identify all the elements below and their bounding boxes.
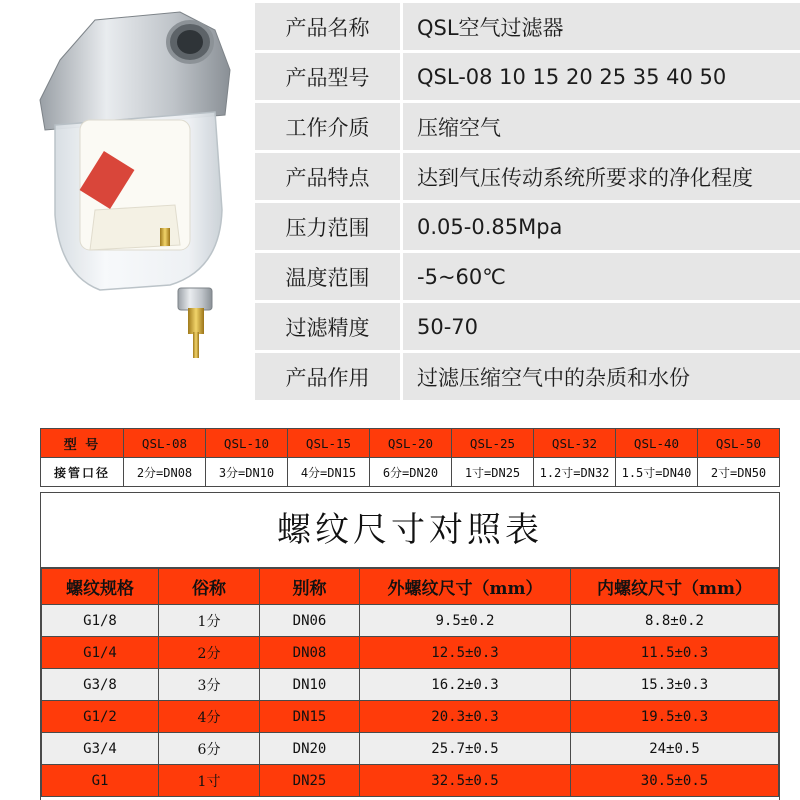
air-filter-illustration (0, 0, 255, 400)
spec-row (255, 153, 800, 200)
product-photo (0, 0, 255, 400)
spec-label: 温度范围 (255, 253, 403, 300)
thread-row (42, 701, 779, 733)
thread-alias: DN08 (260, 637, 360, 669)
thread-outer-size: 25.7±0.5 (360, 733, 571, 765)
thread-row (42, 733, 779, 765)
spec-value: 过滤压缩空气中的杂质和水份 (403, 353, 800, 400)
port-size: 1.2寸=DN32 (534, 458, 616, 487)
spec-value: 50-70 (403, 303, 800, 350)
thread-alias: DN10 (260, 669, 360, 701)
thread-header: 螺纹规格 (42, 569, 159, 605)
thread-outer-size: 32.5±0.5 (360, 765, 571, 797)
thread-outer-size: 9.5±0.2 (360, 605, 571, 637)
model-name: QSL-50 (698, 429, 780, 458)
spec-row (255, 253, 800, 300)
thread-alias: DN15 (260, 701, 360, 733)
port-size: 1.5寸=DN40 (616, 458, 698, 487)
model-name: QSL-08 (124, 429, 206, 458)
spec-label: 产品型号 (255, 53, 403, 100)
thread-common-name: 1分 (159, 605, 260, 637)
model-name: QSL-32 (534, 429, 616, 458)
spec-row (255, 3, 800, 50)
port-size: 6分=DN20 (370, 458, 452, 487)
spec-row (255, 103, 800, 150)
thread-size-section (40, 492, 780, 800)
thread-header-row (42, 569, 779, 605)
spec-value: 达到气压传动系统所要求的净化程度 (403, 153, 800, 200)
thread-inner-size: 11.5±0.3 (571, 637, 779, 669)
thread-inner-size: 19.5±0.3 (571, 701, 779, 733)
spec-label: 过滤精度 (255, 303, 403, 350)
spec-row (255, 303, 800, 350)
thread-spec: G3/4 (42, 733, 159, 765)
thread-alias: DN25 (260, 765, 360, 797)
port-size: 1寸=DN25 (452, 458, 534, 487)
spec-row (255, 53, 800, 100)
thread-outer-size: 20.3±0.3 (360, 701, 571, 733)
thread-row (42, 605, 779, 637)
thread-common-name: 3分 (159, 669, 260, 701)
spec-value: -5~60℃ (403, 253, 800, 300)
thread-alias: DN20 (260, 733, 360, 765)
thread-inner-size: 24±0.5 (571, 733, 779, 765)
thread-alias: DN06 (260, 605, 360, 637)
spec-table (255, 0, 800, 403)
model-name: QSL-40 (616, 429, 698, 458)
model-header-label: 型 号 (41, 429, 124, 458)
spec-label: 产品特点 (255, 153, 403, 200)
thread-inner-size: 8.8±0.2 (571, 605, 779, 637)
thread-spec: G1 (42, 765, 159, 797)
spec-label: 工作介质 (255, 103, 403, 150)
thread-spec: G1/4 (42, 637, 159, 669)
thread-table-title: 螺纹尺寸对照表 (41, 493, 779, 568)
spec-value: QSL空气过滤器 (403, 3, 800, 50)
thread-inner-size: 15.3±0.3 (571, 669, 779, 701)
port-size: 4分=DN15 (288, 458, 370, 487)
thread-outer-size: 16.2±0.3 (360, 669, 571, 701)
thread-row (42, 637, 779, 669)
spec-label: 产品名称 (255, 3, 403, 50)
thread-header: 外螺纹尺寸（mm） (360, 569, 571, 605)
port-size: 3分=DN10 (206, 458, 288, 487)
model-port-row (41, 458, 780, 487)
model-name: QSL-25 (452, 429, 534, 458)
spec-label: 产品作用 (255, 353, 403, 400)
thread-row (42, 765, 779, 797)
port-size: 2寸=DN50 (698, 458, 780, 487)
spec-value: QSL-08 10 15 20 25 35 40 50 (403, 53, 800, 100)
spec-value: 压缩空气 (403, 103, 800, 150)
model-table (40, 428, 780, 487)
port-size: 2分=DN08 (124, 458, 206, 487)
spec-row (255, 203, 800, 250)
thread-row (42, 669, 779, 701)
thread-common-name: 4分 (159, 701, 260, 733)
model-name: QSL-10 (206, 429, 288, 458)
thread-common-name: 6分 (159, 733, 260, 765)
model-name: QSL-15 (288, 429, 370, 458)
thread-spec: G1/8 (42, 605, 159, 637)
model-header-row (41, 429, 780, 458)
thread-header: 俗称 (159, 569, 260, 605)
spec-label: 压力范围 (255, 203, 403, 250)
thread-common-name: 1寸 (159, 765, 260, 797)
thread-spec: G3/8 (42, 669, 159, 701)
thread-inner-size: 30.5±0.5 (571, 765, 779, 797)
spec-row (255, 353, 800, 400)
thread-table (41, 568, 779, 797)
thread-outer-size: 12.5±0.3 (360, 637, 571, 669)
thread-common-name: 2分 (159, 637, 260, 669)
spec-value: 0.05-0.85Mpa (403, 203, 800, 250)
thread-header: 内螺纹尺寸（mm） (571, 569, 779, 605)
thread-header: 别称 (260, 569, 360, 605)
model-name: QSL-20 (370, 429, 452, 458)
thread-spec: G1/2 (42, 701, 159, 733)
port-label: 接管口径 (41, 458, 124, 487)
